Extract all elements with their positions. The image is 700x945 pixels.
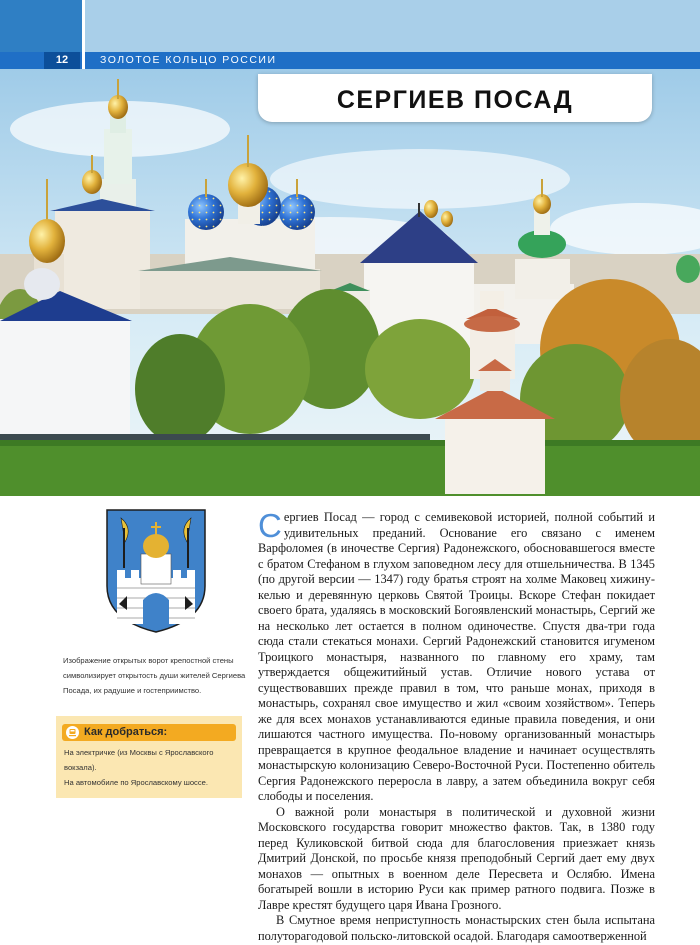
page-title: СЕРГИЕВ ПОСАД (336, 86, 574, 114)
header-band-accent (0, 0, 82, 52)
article-body (258, 507, 655, 944)
directions-train: На электричке (из Москвы с Ярославского вокзала). (64, 748, 214, 772)
title-box (258, 74, 652, 122)
directions-header (62, 724, 236, 741)
header-band (0, 0, 700, 52)
page-number: 12 (44, 52, 80, 69)
article-paragraph: О важной роли монастыря в политической и духовной жизни Московского государства говорит множество фактов. Так, в 1380 году перед Куликовской битвой сюда для благословения приезжает князь Дмитрий Донской, по просьбе князя преподобный Сергий дает ему двух монахов — опытных в военном деле Пересвета и Ослябю. Имена богатырей вошли в историю Руси как пример ратного подвига. Позже в Лавре крестят будущего царя Ивана Грозного. (258, 804, 655, 912)
article-paragraph: В Смутное время неприступность монастырских стен была испытана полуторагодовой польско-литовской осадой. Благодаря самоотверженной (258, 913, 655, 943)
directions-car: На автомобиле по Ярославскому шоссе. (64, 778, 208, 787)
directions-box (56, 716, 242, 798)
drop-cap: С (258, 507, 282, 544)
directions-title: Как добраться: (84, 726, 168, 738)
train-icon (66, 726, 79, 739)
header-divider (82, 0, 85, 70)
lavra-photo (0, 69, 700, 496)
paragraph-text: ергиев Посад — город с семивековой историей, полной событий и удивительных преданий. Основание его связано с именем Варфоломея (в иночестве Сергия) Радонежского, обосновавшегося вместе с братом Стефаном в глухом заповедном лесу для отшельничества. В 1345 (по другой версии — 1347) году братья строят на холме Маковец хижину-келью и деревянную церковь Святой Троицы. Вскоре Стефан покидает своего брата, удаляясь в московский Богоявленский монастырь, Сергий же на несколько лет остается в полном одиночестве. Спустя два-три года сюда стали стекаться монахи. Сергий Радонежский становится игуменом Троицкого монастыря, названного по главному его храму, там утверждается общежитийный устав. Отличие нового устава от существовавших прежде правил в том, что раньше монах, приходя в монастырь, сохранял свое имущество и жил «своим хозяйством». Теперь же для всех монахов устанавливаются единые правила поведения, и они лишаются частного имущества. По-новому организованный монастырь превращается в крупное феодальное владение и начинает осуществлять монастырскую колонизацию Северо-Восточной Руси. Постепенно обитель Сергия Радонежского переросла в лавру, а затем объединила вокруг себя слободы и поселения. (258, 510, 655, 803)
coat-of-arms-image (105, 508, 207, 634)
coat-of-arms-caption: Изображение открытых ворот крепостной стены символизирует открытость души жителей Сергиева Посада, их радушие и гостеприимство. (63, 656, 246, 695)
article-paragraph (258, 507, 655, 805)
running-title: ЗОЛОТОЕ КОЛЬЦО РОССИИ (100, 54, 277, 66)
